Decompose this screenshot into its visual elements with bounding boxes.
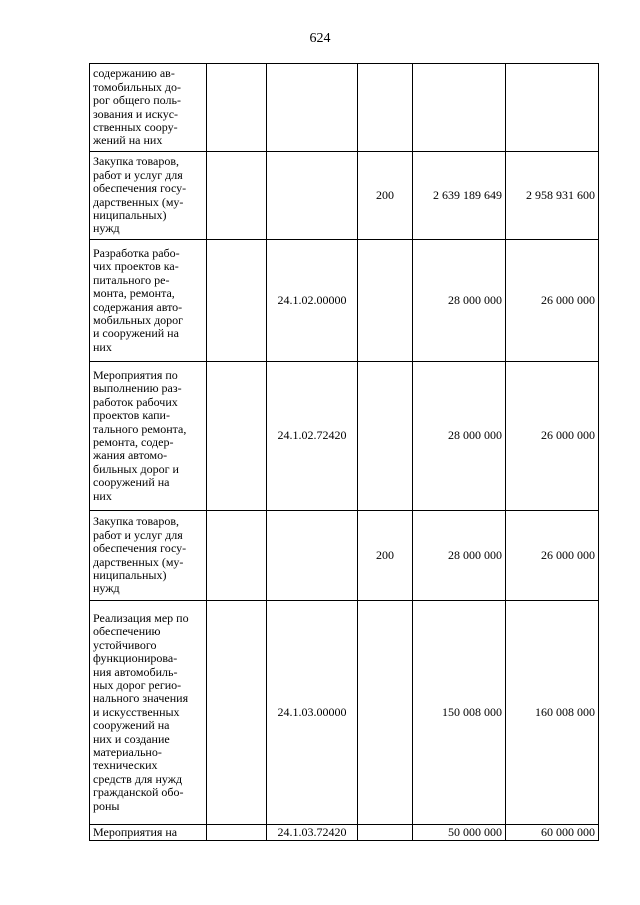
- table-row: [90, 362, 599, 511]
- description-text: Закупка товаров, работ и услуг для обеспечения госу- дарственных (му- ниципальных) нужд: [93, 154, 187, 236]
- description-text: Реализация мер по обеспечению устойчивого функционирова- ния автомобиль- ных дорог регио- нального значения и искусственных сооружений на них и создание материально- технических средств для нужд гражданской обо- роны: [93, 610, 189, 813]
- amount-year-1: 28 000 000: [413, 511, 506, 601]
- row-description: [90, 64, 207, 152]
- amount-year-2: 160 008 000: [506, 601, 599, 825]
- budget-code: 24.1.02.72420: [267, 362, 358, 511]
- row-description: [90, 601, 207, 825]
- empty-cell: [207, 64, 267, 152]
- row-description: [90, 362, 207, 511]
- expense-type: [358, 601, 413, 825]
- amount-year-2: 26 000 000: [506, 511, 599, 601]
- row-description: [90, 825, 207, 841]
- amount-year-2: 2 958 931 600: [506, 152, 599, 240]
- empty-cell: [207, 152, 267, 240]
- expense-type: [358, 825, 413, 841]
- row-description: [90, 511, 207, 601]
- table-row: [90, 601, 599, 825]
- expense-type: [358, 240, 413, 362]
- description-text: Закупка товаров, работ и услуг для обеспечения госу- дарственных (му- ниципальных) нужд: [93, 514, 187, 596]
- expense-type: 200: [358, 152, 413, 240]
- table-row: [90, 511, 599, 601]
- budget-table: [89, 63, 599, 841]
- empty-cell: [207, 511, 267, 601]
- table-row: [90, 64, 599, 152]
- budget-code: 24.1.03.00000: [267, 601, 358, 825]
- empty-cell: [207, 825, 267, 841]
- row-description: [90, 240, 207, 362]
- table-row: [90, 825, 599, 841]
- budget-code: [267, 511, 358, 601]
- row-description: [90, 152, 207, 240]
- amount-year-1: 50 000 000: [413, 825, 506, 841]
- amount-year-2: 60 000 000: [506, 825, 599, 841]
- table-row: [90, 240, 599, 362]
- empty-cell: [207, 601, 267, 825]
- budget-code: 24.1.03.72420: [267, 825, 358, 841]
- description-text: Разработка рабо- чих проектов ка- питального ре- монта, ремонта, содержания авто- мобильных дорог и сооружений на них: [93, 245, 184, 354]
- expense-type: [358, 64, 413, 152]
- amount-year-1: 2 639 189 649: [413, 152, 506, 240]
- amount-year-2: 26 000 000: [506, 362, 599, 511]
- amount-year-1: 150 008 000: [413, 601, 506, 825]
- description-text: содержанию ав- томобильных до- рог общего поль- зования и искус- ственных соору- жений на них: [93, 66, 182, 148]
- amount-year-2: [506, 64, 599, 152]
- budget-code: [267, 152, 358, 240]
- page-number: 624: [309, 31, 331, 46]
- expense-type: [358, 362, 413, 511]
- amount-year-1: 28 000 000: [413, 362, 506, 511]
- table-row: [90, 152, 599, 240]
- amount-year-1: [413, 64, 506, 152]
- budget-code: 24.1.02.00000: [267, 240, 358, 362]
- empty-cell: [207, 240, 267, 362]
- amount-year-2: 26 000 000: [506, 240, 599, 362]
- description-text: Мероприятия по выполнению раз- работок рабочих проектов капи- тального ремонта, ремонта, содер- жания автомо- бильных дорог и сооружений на них: [93, 367, 187, 503]
- empty-cell: [207, 362, 267, 511]
- expense-type: 200: [358, 511, 413, 601]
- description-text: Мероприятия на: [93, 825, 178, 839]
- budget-code: [267, 64, 358, 152]
- amount-year-1: 28 000 000: [413, 240, 506, 362]
